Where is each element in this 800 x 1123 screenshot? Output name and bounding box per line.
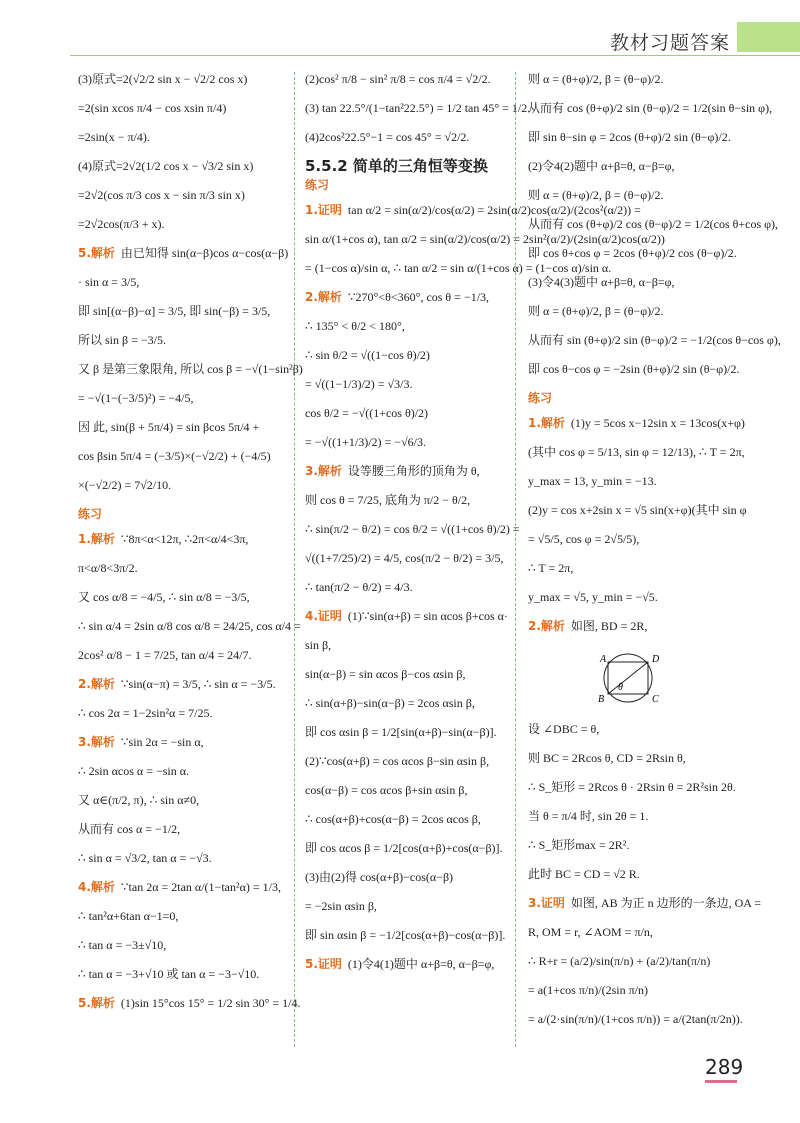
column-divider-1 [294,72,295,1047]
text-line: 3.解析 设等腰三角形的顶角为 θ, [305,464,480,478]
text-line: 1.解析 ∵8π<α<12π, ∴2π<α/4<3π, [78,532,249,546]
text-line: ∴ 135° < θ/2 < 180°, [305,319,405,333]
text-line: cos βsin 5π/4 = (−3/5)×(−√2/2) + (−4/5) [78,449,271,463]
text-line: =2√2cos(π/3 + x). [78,217,165,231]
text-line: ∴ cos(α+β)+cos(α−β) = 2cos αcos β, [305,812,481,826]
text-line: (2)cos² π/8 − sin² π/8 = cos π/4 = √2/2. [305,72,491,86]
diagram-label: C [652,694,659,705]
text-line: 则 cos θ = 7/25, 底角为 π/2 − θ/2, [305,493,471,507]
text-line: 从而有 sin (θ+φ)/2 sin (θ−φ)/2 = −1/2(cos θ−cos φ), [528,333,781,347]
text-line: ∴ T = 2π, [528,561,574,575]
text-line: ∴ 2sin αcos α = −sin α. [78,764,190,778]
column-1 [78,72,303,1025]
text-line: cos(α−β) = cos αcos β+sin αsin β, [305,783,468,797]
text-line: √((1+7/25)/2) = 4/5, cos(π/2 − θ/2) = 3/5, [305,551,504,565]
section-label-practice: 练习 [528,391,553,405]
text-line: 又 β 是第三象限角, 所以 cos β = −√(1−sin²β) [78,362,303,376]
section-label-practice: 练习 [78,507,103,521]
text-line: = −√(1−(−3/5)²) = −4/5, [78,391,194,405]
text-line: cos θ/2 = −√((1+cos θ)/2) [305,406,429,420]
text-line: 5.证明 (1)令4(1)题中 α+β=θ, α−β=φ, [305,957,495,971]
text-line: 又 α∈(π/2, π), ∴ sin α≠0, [78,793,200,807]
text-line: ×(−√2/2) = 7√2/10. [78,478,172,492]
text-line: 2.解析 ∵270°<θ<360°, cos θ = −1/3, [305,290,490,304]
diagram-label: D [652,654,660,665]
page-number-underline [705,1080,737,1083]
text-line: (3) tan 22.5°/(1−tan²22.5°) = 1/2 tan 45° = 1/2. [305,101,531,115]
text-line: ∴ sin α/4 = 2sin α/8 cos α/8 = 24/25, cos α/4 = [78,619,301,633]
text-line: (3)由(2)得 cos(α+β)−cos(α−β) [305,870,454,884]
text-line: 则 α = (θ+φ)/2, β = (θ−φ)/2. [528,188,664,202]
text-line: 5.解析 (1)sin 15°cos 15° = 1/2 sin 30° = 1/4. [78,996,301,1010]
text-line: π<α/8<3π/2. [78,561,138,575]
text-line: = √5/5, cos φ = 2√5/5), [528,532,640,546]
text-line: (4)原式=2√2(1/2 cos x − √3/2 sin x) [78,159,254,173]
text-line: ∴ tan²α+6tan α−1=0, [78,909,179,923]
text-line: 2cos² α/8 − 1 = 7/25, tan α/4 = 24/7. [78,648,252,662]
text-line: y_max = √5, y_min = −√5. [528,590,658,604]
text-line: 则 BC = 2Rcos θ, CD = 2Rsin θ, [528,751,686,765]
text-line: ∴ R+r = (a/2)/sin(π/n) + (a/2)/tan(π/n) [528,954,711,968]
text-line: 4.解析 ∵tan 2α = 2tan α/(1−tan²α) = 1/3, [78,880,281,894]
text-line: ∴ sin(π/2 − θ/2) = cos θ/2 = √((1+cos θ)/2) = [305,522,520,536]
text-line: 即 cos θ−cos φ = −2sin (θ+φ)/2 sin (θ−φ)/2. [528,362,740,376]
text-line: 此时 BC = CD = √2 R. [528,867,640,881]
text-line: = √((1−1/3)/2) = √3/3. [305,377,413,391]
diagram-label: B [598,694,605,705]
column-divider-2 [515,72,516,1047]
text-line: 即 sin θ−sin φ = 2cos (θ+φ)/2 sin (θ−φ)/2. [528,130,731,144]
text-line: 即 cos αcos β = 1/2[cos(α+β)+cos(α−β)]. [305,841,503,855]
text-line: 3.解析 ∵sin 2α = −sin α, [78,735,204,749]
circle-rectangle-diagram [588,648,738,712]
header-accent-bar [737,22,800,52]
diagram-label: θ [618,682,623,693]
text-line: 则 α = (θ+φ)/2, β = (θ−φ)/2. [528,304,664,318]
text-line: 即 cos θ+cos φ = 2cos (θ+φ)/2 cos (θ−φ)/2. [528,246,737,260]
text-line: (4)2cos²22.5°−1 = cos 45° = √2/2. [305,130,470,144]
text-line: ∴ tan(π/2 − θ/2) = 4/3. [305,580,413,594]
column-3 [528,72,781,1041]
text-line: = a/(2·sin(π/n)/(1+cos π/n)) = a/(2tan(π/2n)). [528,1012,743,1026]
text-line: (3)令4(3)题中 α+β=θ, α−β=φ, [528,275,675,289]
text-line: 则 α = (θ+φ)/2, β = (θ−φ)/2. [528,72,664,86]
diagram-label: A [600,654,607,665]
text-line: 当 θ = π/4 时, sin 2θ = 1. [528,809,649,823]
text-line: R, OM = r, ∠AOM = π/n, [528,925,653,939]
text-line: 3.证明 如图, AB 为正 n 边形的一条边, OA = [528,896,762,910]
text-line: sin α/(1+cos α), tan α/2 = sin(α/2)/cos(α/2) = 2sin²(α/2)/(2sin(α/2)cos(α/2)) [305,232,665,246]
text-line: 4.证明 (1)∵sin(α+β) = sin αcos β+cos α· [305,609,508,623]
text-line: 所以 sin β = −3/5. [78,333,166,347]
text-line: (2)∵cos(α+β) = cos αcos β−sin αsin β, [305,754,490,768]
section-label-practice: 练习 [305,178,330,192]
text-line: 5.解析 由已知得 sin(α−β)cos α−cos(α−β) [78,246,289,260]
text-line: sin(α−β) = sin αcos β−cos αsin β, [305,667,466,681]
text-line: 即 sin[(α−β)−α] = 3/5, 即 sin(−β) = 3/5, [78,304,271,318]
text-line: sin β, [305,638,332,652]
text-line: 设 ∠DBC = θ, [528,722,600,736]
text-line: = −2sin αsin β, [305,899,377,913]
text-line: 从而有 cos (θ+φ)/2 cos (θ−φ)/2 = 1/2(cos θ+cos φ), [528,217,779,231]
text-line: =2sin(x − π/4). [78,130,150,144]
text-line: 从而有 cos α = −1/2, [78,822,181,836]
text-line: = a(1+cos π/n)/(2sin π/n) [528,983,648,997]
text-line: 1.证明 tan α/2 = sin(α/2)/cos(α/2) = 2sin(α/2)cos(α/2)/(2cos²(α/2)) = [305,203,641,217]
text-line: 因 此, sin(β + 5π/4) = sin βcos 5π/4 + [78,420,260,434]
text-line: =2√2(cos π/3 cos x − sin π/3 sin x) [78,188,245,202]
text-line: ∴ tan α = −3+√10 或 tan α = −3−√10. [78,967,260,981]
text-line: 即 sin αsin β = −1/2[cos(α+β)−cos(α−β)]. [305,928,506,942]
text-line: ∴ cos 2α = 1−2sin²α = 7/25. [78,706,213,720]
text-line: ∴ S_矩形max = 2R². [528,838,630,852]
text-line: ∴ sin(α+β)−sin(α−β) = 2cos αsin β, [305,696,475,710]
text-line: ∴ sin α = √3/2, tan α = −√3. [78,851,212,865]
text-line: (2)y = cos x+2sin x = √5 sin(x+φ)(其中 sin φ [528,503,747,517]
text-line: 1.解析 (1)y = 5cos x−12sin x = 13cos(x+φ) [528,416,745,430]
text-line: (其中 cos φ = 5/13, sin φ = 12/13), ∴ T = 2π, [528,445,745,459]
header-title: 教材习题答案 [609,32,730,54]
text-line: (2)令4(2)题中 α+β=θ, α−β=φ, [528,159,675,173]
text-line: 又 cos α/8 = −4/5, ∴ sin α/8 = −3/5, [78,590,250,604]
text-line: = −√((1+1/3)/2) = −√6/3. [305,435,426,449]
text-line: 2.解析 ∵sin(α−π) = 3/5, ∴ sin α = −3/5. [78,677,276,691]
text-line: · sin α = 3/5, [78,275,140,289]
text-line: = (1−cos α)/sin α, ∴ tan α/2 = sin α/(1+cos α) = (1−cos α)/sin α. [305,261,612,275]
section-heading: 5.5.2 简单的三角恒等变换 [305,157,488,175]
page-number: 289 [705,1055,744,1079]
text-line: ∴ S_矩形 = 2Rcos θ · 2Rsin θ = 2R²sin 2θ. [528,780,736,794]
text-line: =2(sin xcos π/4 − cos xsin π/4) [78,101,227,115]
text-line: 即 cos αsin β = 1/2[sin(α+β)−sin(α−β)]. [305,725,497,739]
text-line: ∴ sin θ/2 = √((1−cos θ)/2) [305,348,430,362]
text-line: 2.解析 如图, BD = 2R, [528,619,648,633]
text-line: 从而有 cos (θ+φ)/2 sin (θ−φ)/2 = 1/2(sin θ−sin φ), [528,101,773,115]
text-line: y_max = 13, y_min = −13. [528,474,657,488]
text-line: ∴ tan α = −3±√10, [78,938,167,952]
text-line: (3)原式=2(√2/2 sin x − √2/2 cos x) [78,72,248,86]
header-divider [70,55,800,56]
